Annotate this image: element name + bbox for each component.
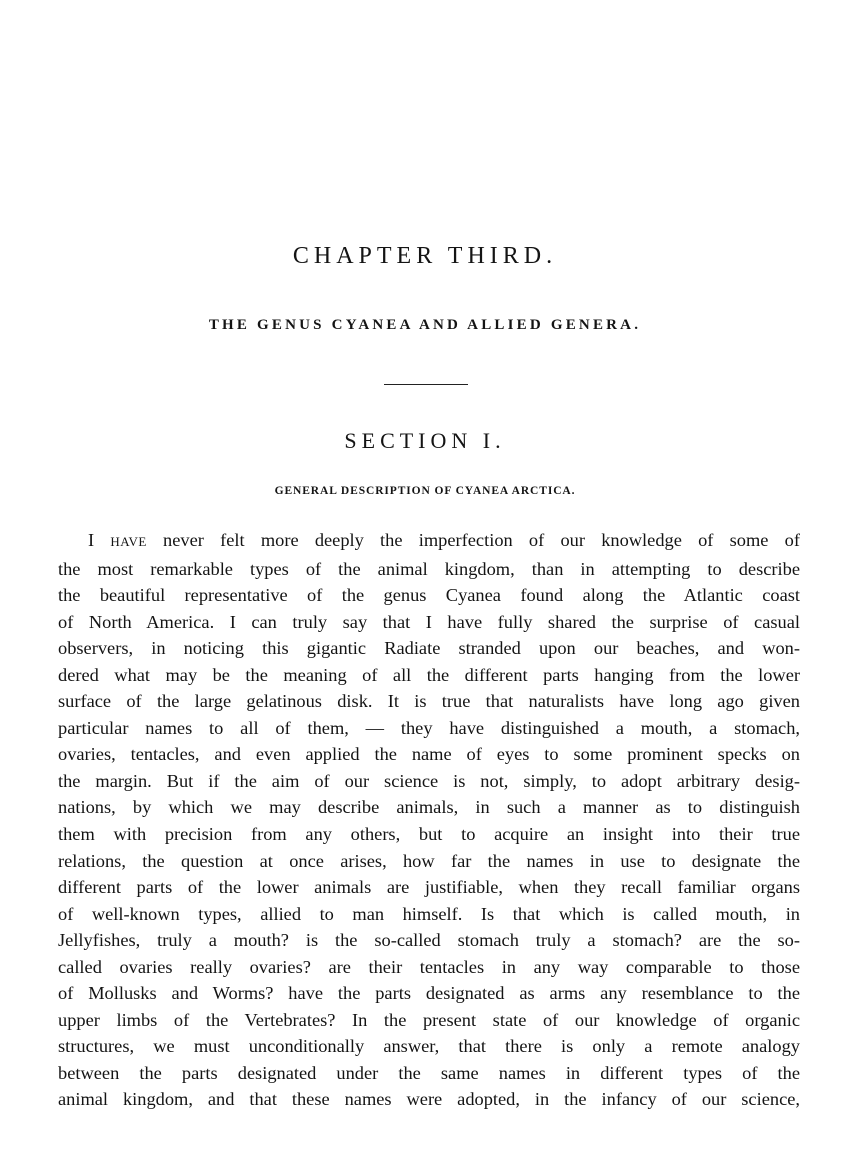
paragraph-line: surface of the large gelatinous disk. It is true that naturalists have long ago given	[58, 691, 800, 712]
paragraph-line: nations, by which we may describe animals, in such a manner as to distinguish	[58, 797, 800, 818]
paragraph-line: particular names to all of them, — they have distinguished a mouth, a stomach,	[58, 717, 800, 738]
paragraph-line: animal kingdom, and that these names were adopted, in the infancy of our science,	[58, 1089, 800, 1110]
paragraph-line: them with precision from any others, but to acquire an insight into their true	[58, 824, 800, 845]
section-title: SECTION I.	[344, 428, 506, 453]
paragraph-line: structures, we must unconditionally answer, that there is only a remote analogy	[58, 1036, 800, 1057]
paragraph-line: Jellyfishes, truly a mouth? is the so-called stomach truly a stomach? are the so-	[58, 930, 800, 951]
chapter-title: CHAPTER THIRD.	[292, 243, 558, 269]
paragraph-line: of Mollusks and Worms? have the parts designated as arms any resemblance to the	[58, 983, 800, 1004]
paragraph-line: dered what may be the meaning of all the different parts hanging from the lower	[58, 664, 800, 685]
paragraph-line: different parts of the lower animals are justifiable, when they recall familiar organs	[58, 877, 800, 898]
paragraph-line: upper limbs of the Vertebrates? In the present state of our knowledge of organic	[58, 1009, 800, 1030]
paragraph-line: the margin. But if the aim of our science is not, simply, to adopt arbitrary desig-	[58, 770, 800, 791]
paragraph-line: relations, the question at once arises, how far the names in use to designate the	[58, 850, 800, 871]
chapter-subtitle: THE GENUS CYANEA AND ALLIED GENERA.	[208, 317, 642, 333]
section-divider-rule	[384, 384, 468, 385]
body-paragraph	[58, 527, 800, 1113]
paragraph-smallcaps-word: HAVE	[110, 534, 147, 549]
paragraph-initial-word: I	[88, 530, 95, 550]
paragraph-line: of well-known types, allied to man himself. Is that which is called mouth, in	[58, 903, 800, 924]
paragraph-line: the most remarkable types of the animal kingdom, than in attempting to describe	[58, 558, 800, 579]
section-subtitle: GENERAL DESCRIPTION OF CYANEA ARCTICA.	[274, 485, 576, 497]
paragraph-line: observers, in noticing this gigantic Radiate stranded upon our beaches, and won-	[58, 638, 800, 659]
paragraph-line: called ovaries really ovaries? are their tentacles in any way comparable to those	[58, 956, 800, 977]
paragraph-line: the beautiful representative of the genus Cyanea found along the Atlantic coast	[58, 585, 800, 606]
paragraph-line: ovaries, tentacles, and even applied the name of eyes to some prominent specks on	[58, 744, 800, 765]
paragraph-line-text: never felt more deeply the imperfection of our knowledge of some of	[163, 530, 801, 550]
paragraph-line	[58, 527, 800, 556]
paragraph-line: between the parts designated under the same names in different types of the	[58, 1062, 800, 1083]
paragraph-line: of North America. I can truly say that I have fully shared the surprise of casual	[58, 611, 800, 632]
